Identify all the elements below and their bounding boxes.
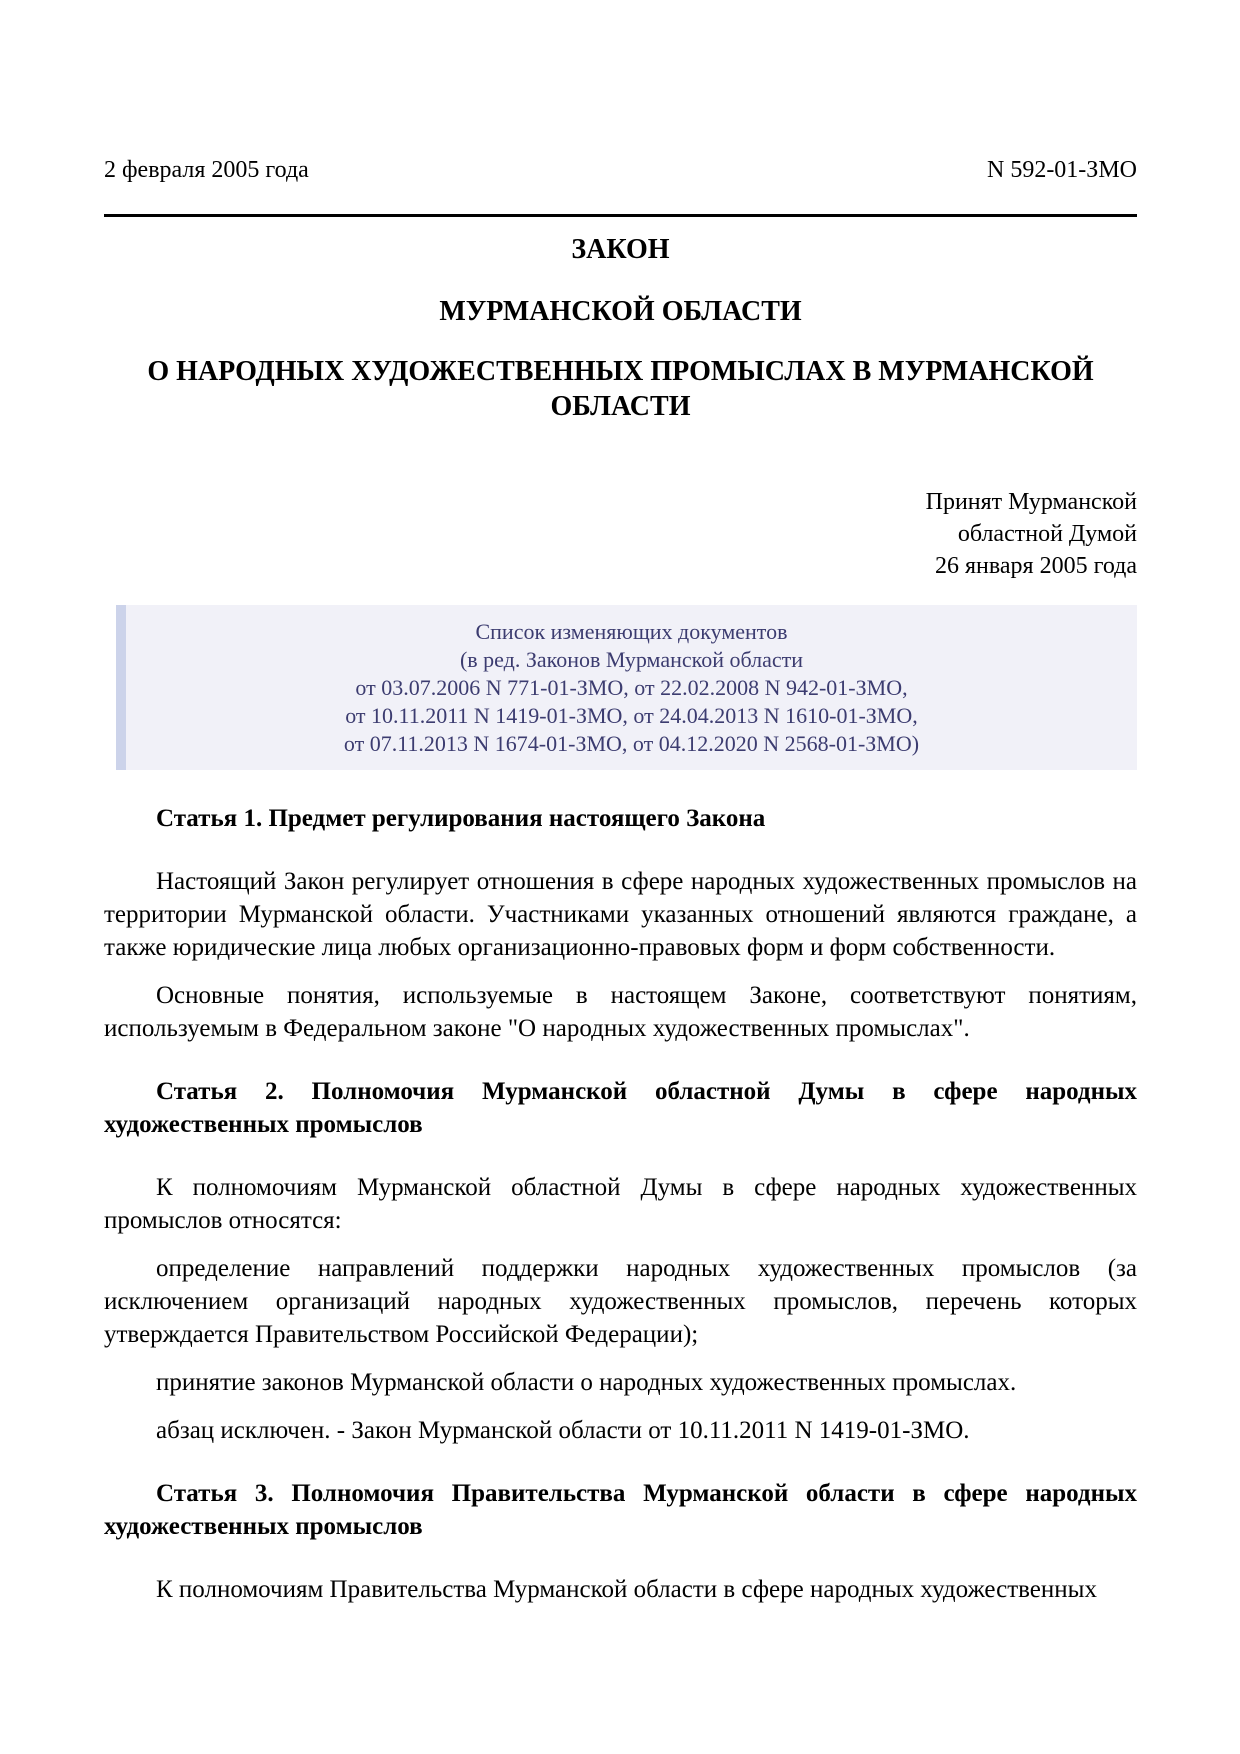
article-2-heading: Статья 2. Полномочия Мурманской областной Думы в сфере народных художественных промыслов bbox=[104, 1078, 1137, 1138]
amendments-line-4: от 10.11.2011 N 1419-01-ЗМО, от 24.04.2013 N 1610-01-ЗМО, bbox=[345, 703, 918, 728]
amendments-line-3: от 03.07.2006 N 771-01-ЗМО, от 22.02.2008 N 942-01-ЗМО, bbox=[355, 675, 908, 700]
article-3 bbox=[104, 1477, 1137, 1606]
doc-date: 2 февраля 2005 года bbox=[104, 157, 309, 183]
amendments-line-5: от 07.11.2013 N 1674-01-ЗМО, от 04.12.2020 N 2568-01-ЗМО) bbox=[343, 731, 920, 756]
article-3-heading: Статья 3. Полномочия Правительства Мурманской области в сфере народных художественных промыслов bbox=[104, 1480, 1137, 1540]
law-subject-title: О НАРОДНЫХ ХУДОЖЕСТВЕННЫХ ПРОМЫСЛАХ В МУРМАНСКОЙ ОБЛАСТИ bbox=[147, 356, 1094, 422]
amendments-line-2: (в ред. Законов Мурманской области bbox=[459, 647, 804, 672]
article-1-paragraph-2: Основные понятия, используемые в настоящем Законе, соответствуют понятиям, используемым в Федеральном законе "О народных художественных промыслах". bbox=[104, 982, 1137, 1042]
doc-header bbox=[104, 156, 1137, 184]
article-1 bbox=[104, 802, 1137, 1045]
article-2-paragraph-2: определение направлений поддержки народных художественных промыслов (за исключением организаций народных художественных промыслов, перечень которых утверждается Правительством Российской Федерации); bbox=[104, 1255, 1137, 1348]
adoption-line-3: 26 января 2005 года bbox=[934, 553, 1137, 579]
doc-number: N 592-01-ЗМО bbox=[986, 157, 1137, 183]
adoption-line-2: областной Думой bbox=[957, 521, 1137, 547]
article-2-paragraph-3: принятие законов Мурманской области о народных художественных промыслах. bbox=[156, 1369, 1017, 1396]
law-title: ЗАКОН bbox=[571, 234, 670, 265]
amendments-box bbox=[116, 605, 1137, 770]
adoption-block bbox=[104, 486, 1137, 582]
article-3-paragraph-1: К полномочиям Правительства Мурманской области в сфере народных художественных bbox=[156, 1576, 1097, 1603]
header-divider bbox=[104, 214, 1137, 217]
adoption-line-1: Принят Мурманской bbox=[925, 489, 1137, 515]
amendments-title-line: Список изменяющих документов bbox=[475, 619, 788, 644]
article-2-paragraph-1: К полномочиям Мурманской областной Думы в сфере народных художественных промыслов относятся: bbox=[104, 1174, 1137, 1234]
article-1-paragraph-1: Настоящий Закон регулирует отношения в сфере народных художественных промыслов на территории Мурманской области. Участниками указанных отношений являются граждане, а также юридические лица любых организационно-правовых форм и форм собственности. bbox=[104, 868, 1137, 961]
article-2-paragraph-4: абзац исключен. - Закон Мурманской области от 10.11.2011 N 1419-01-ЗМО. bbox=[156, 1417, 970, 1444]
article-1-heading: Статья 1. Предмет регулирования настоящего Закона bbox=[156, 805, 766, 832]
law-region-title: МУРМАНСКОЙ ОБЛАСТИ bbox=[439, 296, 802, 327]
article-2 bbox=[104, 1075, 1137, 1447]
